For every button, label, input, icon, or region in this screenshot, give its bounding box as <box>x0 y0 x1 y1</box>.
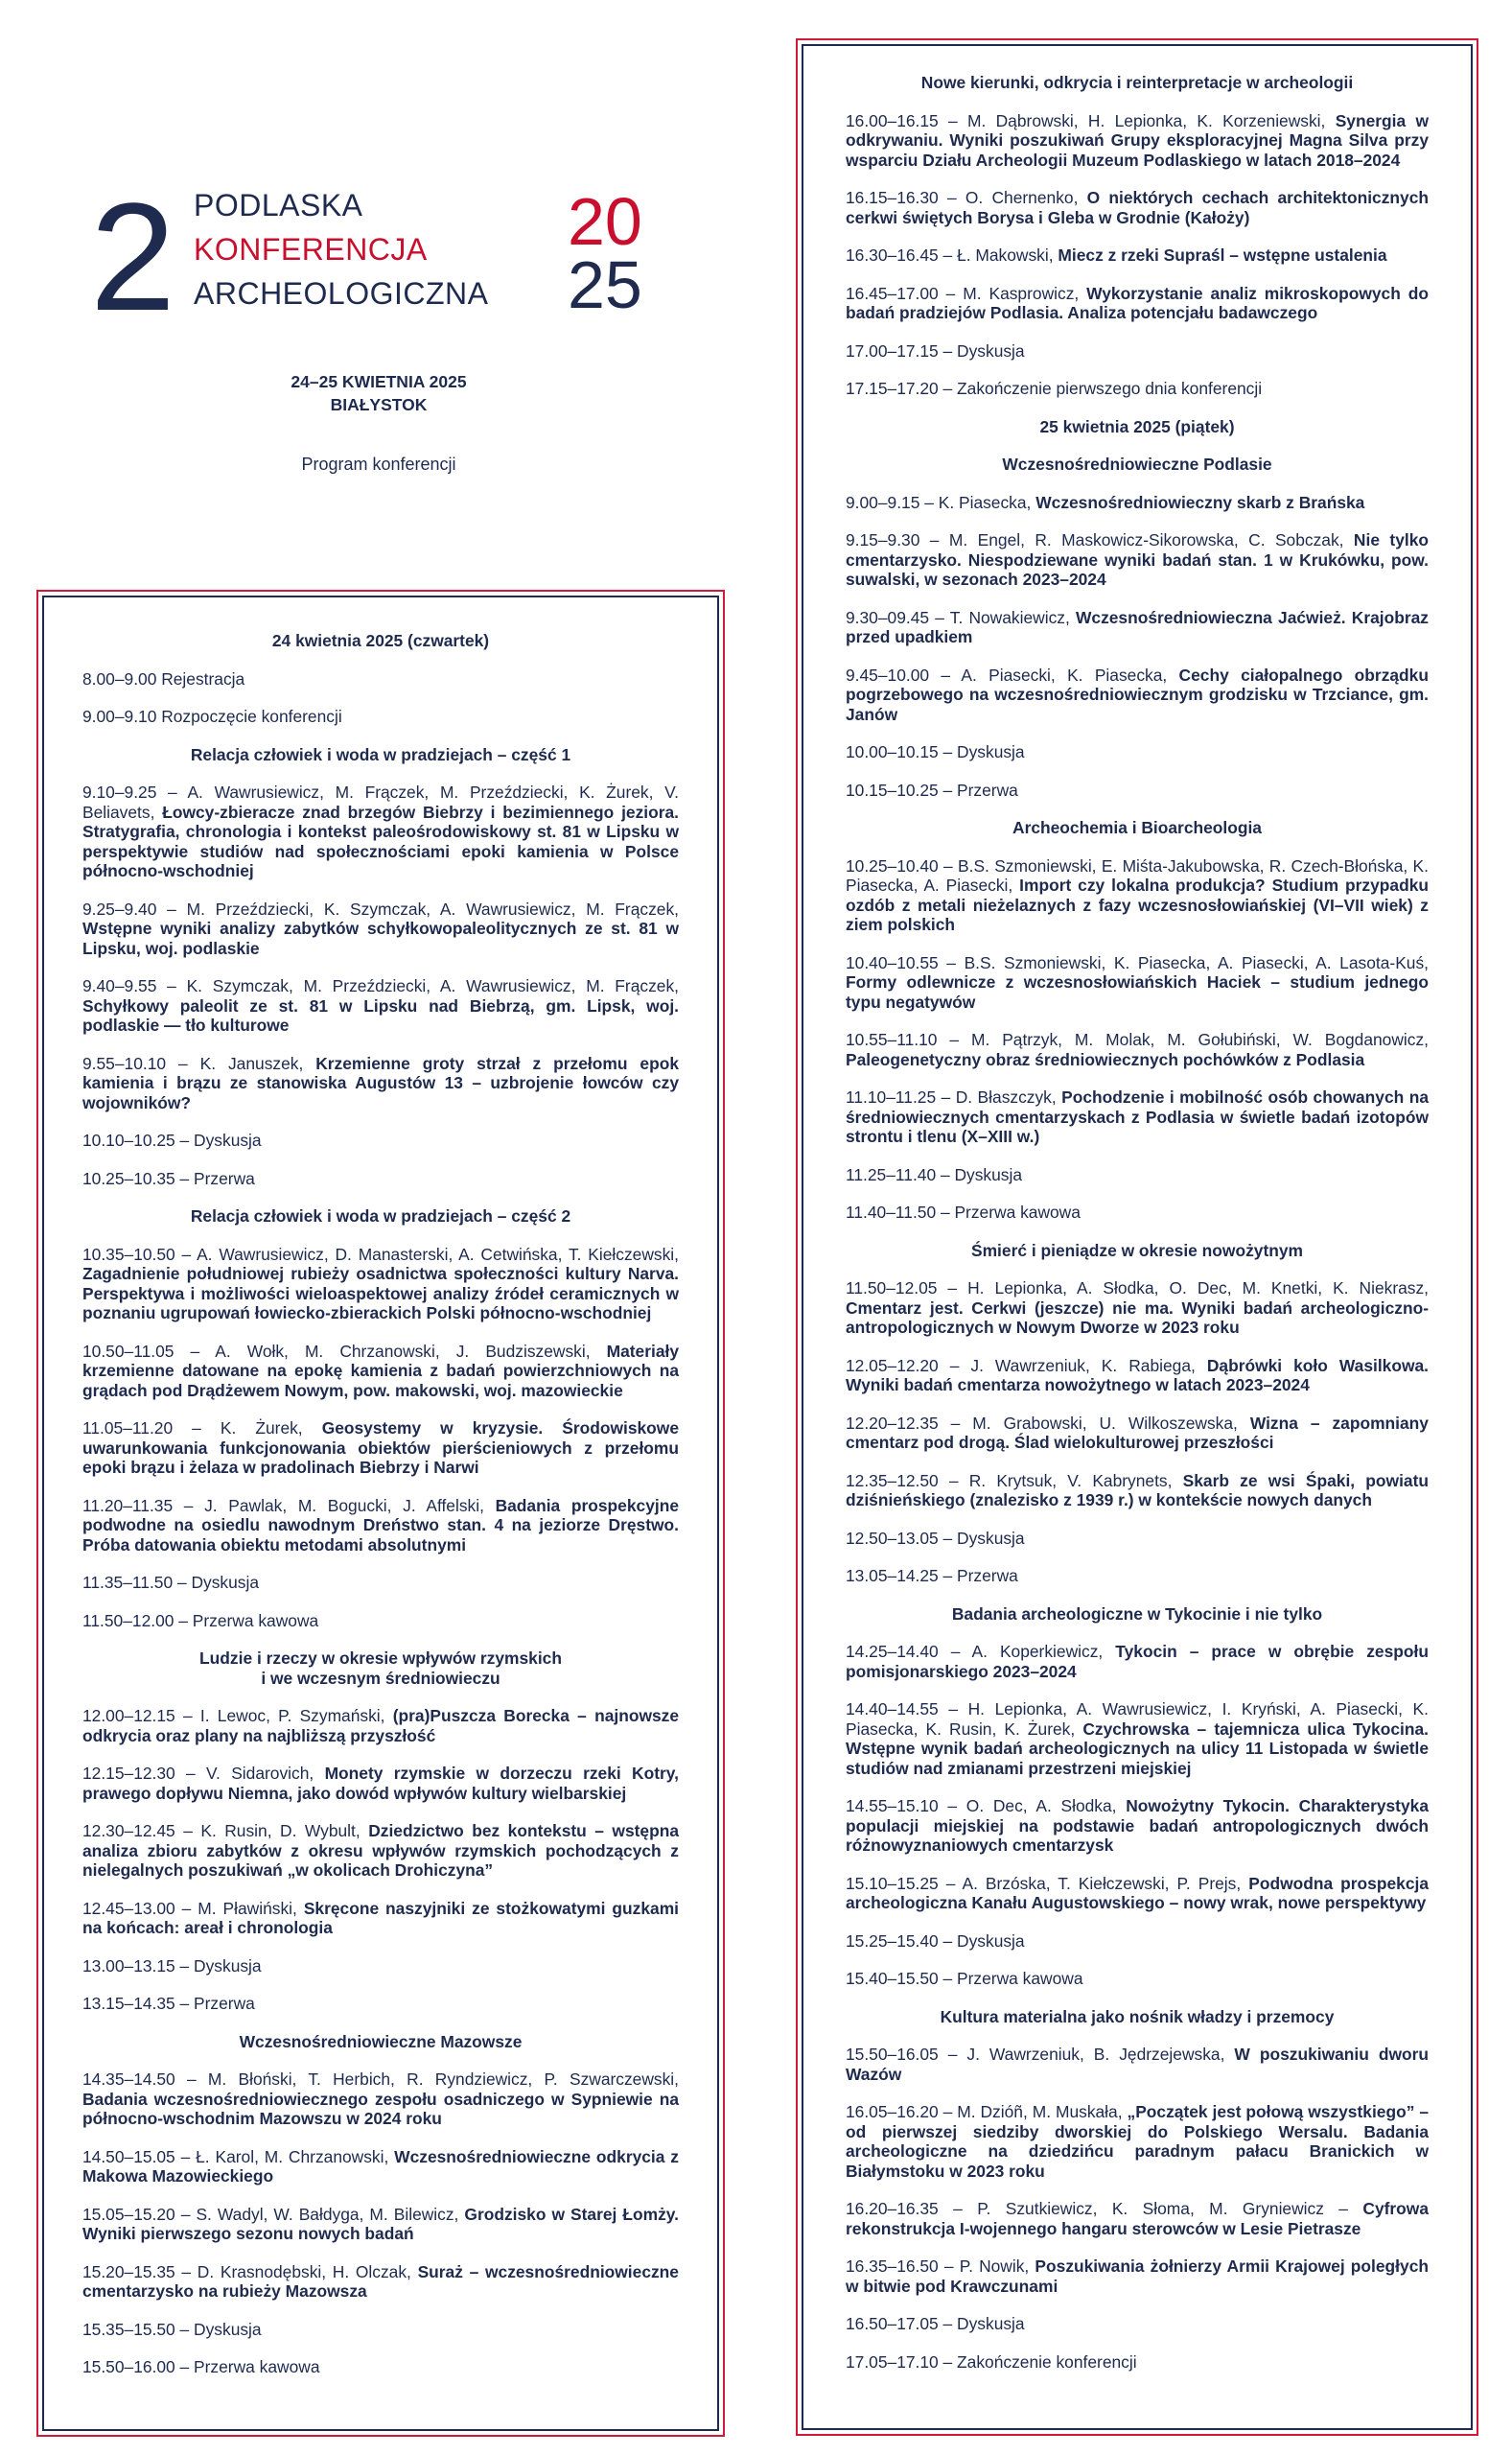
schedule-item: 15.10–15.25 – A. Brzóska, T. Kiełczewski, P. Prejs, Podwodna prospekcja archeologiczna Kanału Augustowskiego – nowy wrak, nowe perspektywy <box>846 1873 1429 1912</box>
schedule-break: 15.50–16.00 – Przerwa kawowa <box>82 2357 320 2376</box>
schedule-item: 10.40–10.55 – B.S. Szmoniewski, K. Piasecka, A. Piasecki, A. Lasota-Kuś, Formy odlewnicze z wczesnosłowiańskich Haciek – studium jednego typu negatywów <box>846 952 1429 1012</box>
item-time: 12.20–12.35 <box>846 1413 939 1433</box>
program-column-left <box>82 631 679 2396</box>
item-authors: S. Wadyl, W. Bałdyga, M. Bilewicz, <box>196 2204 459 2224</box>
item-title: Schyłkowy paleolit ze st. 81 w Lipsku nad Biebrzą, gm. Lipsk, woj. podlaskie — tło kulturowe <box>82 995 679 1035</box>
schedule-break: 10.15–10.25 – Przerwa <box>846 780 1018 800</box>
item-authors: M. Grabowski, U. Wilkoszewska, <box>972 1413 1238 1433</box>
schedule-break: 15.40–15.50 – Przerwa kawowa <box>846 1969 1083 1988</box>
schedule-break: 11.25–11.40 – Dyskusja <box>846 1164 1023 1184</box>
item-time: 9.10–9.25 <box>82 783 157 802</box>
item-authors: K. Żurek, <box>220 1418 303 1438</box>
item-title: Formy odlewnicze z wczesnosłowiańskich Haciek – studium jednego typu negatywów <box>846 972 1429 1012</box>
schedule-item: 15.05–15.20 – S. Wadyl, W. Bałdyga, M. Bilewicz, Grodzisko w Starej Łomży. Wyniki pierwszego sezonu nowych badań <box>82 2204 679 2243</box>
schedule-item: 9.15–9.30 – M. Engel, R. Maskowicz-Sikorowska, C. Sobczak, Nie tylko cmentarzysko. Niespodziewane wyniki badań stan. 1 w Krukówku, pow. suwalski, w sezonach 2023–2024 <box>846 530 1429 589</box>
schedule-break: 17.00–17.15 – Dyskusja <box>846 340 1025 361</box>
item-authors: M. Przeździecki, K. Szymczak, A. Wawrusiewicz, M. Frączek, <box>186 899 679 919</box>
item-time: 9.00–9.15 <box>846 492 920 512</box>
item-time: 12.30–12.45 <box>82 1821 175 1840</box>
schedule-item: 14.55–15.10 – O. Dec, A. Słodka, Nowożytny Tykocin. Charakterystyka populacji miejskiej na podstawie badań antropologicznych dwóch różnowyznaniowych cmentarzysk <box>846 1796 1429 1855</box>
section-heading: Relacja człowiek i woda w pradziejach – część 1 <box>190 744 571 764</box>
section-heading: 25 kwietnia 2025 (piątek) <box>1039 416 1235 436</box>
item-authors: D. Krasnodębski, H. Olczak, <box>197 2261 411 2281</box>
item-title: Wizna – zapomniany cmentarz pod drogą. Ślad wielokulturowej przeszłości <box>846 1413 1429 1452</box>
item-title: Wczesnośredniowieczny skarb z Brańska <box>1035 492 1365 512</box>
item-title: Pochodzenie i mobilność osób chowanych na średniowiecznych cmentarzyskach z Podlasia w świetle badań izotopów strontu i tlenu (X–XIII w.) <box>846 1087 1429 1146</box>
section-heading: Śmierć i pieniądze w okresie nowożytnym <box>971 1240 1303 1260</box>
item-title: Poszukiwania żołnierzy Armii Krajowej poległych w bitwie pod Krawczunami <box>846 2256 1429 2296</box>
item-authors: M. Engel, R. Maskowicz-Sikorowska, C. Sobczak, <box>948 530 1344 549</box>
item-time: 12.35–12.50 <box>846 1470 939 1490</box>
item-authors: B.S. Szmoniewski, K. Piasecka, A. Piasecki, A. Lasota-Kuś, <box>964 952 1429 972</box>
item-title: Cmentarz jest. Cerkwi (jeszcze) nie ma. Wyniki badań archeologiczno-antropologicznych w Nowym Dworze w 2023 roku <box>846 1298 1429 1337</box>
schedule-break: 15.35–15.50 – Dyskusja <box>82 2319 262 2339</box>
item-title: Cechy ciałopalnego obrządku pogrzebowego na wczesnośredniowiecznym grodzisku w Trzciance, gm. Janów <box>846 665 1429 724</box>
schedule-break: 8.00–9.00 Rejestracja <box>82 668 245 689</box>
schedule-item: 14.25–14.40 – A. Koperkiewicz, Tykocin – prace w obrębie zespołu pomisjonarskiego 2023–2024 <box>846 1642 1429 1681</box>
schedule-item: 15.50–16.05 – J. Wawrzeniuk, B. Jędrzejewska, W poszukiwaniu dworu Wazów <box>846 2045 1430 2084</box>
dates-line: 24–25 KWIETNIA 2025 <box>291 372 467 391</box>
item-time: 10.25–10.40 <box>846 855 939 876</box>
section-heading: Wczesnośredniowieczne Podlasie <box>1002 455 1272 474</box>
item-authors: O. Dec, A. Słodka, <box>965 1796 1117 1815</box>
item-authors: K. Januszek, <box>199 1053 304 1073</box>
item-title: Materiały krzemienne datowane na epokę kamienia z badań powierzchniowych na grądach pod Drądżewem Nowym, pow. makowski, woj. mazowieckie <box>82 1341 679 1400</box>
item-title: Badania wczesnośredniowiecznego zespołu osadniczego w Sypniewie na północno-wschodnim Mazowszu w 2024 roku <box>82 2089 679 2128</box>
item-authors: A. Koperkiewicz, <box>971 1642 1104 1661</box>
section-heading: Archeochemia i Bioarcheologia <box>1012 818 1262 837</box>
schedule-item: 12.45–13.00 – M. Pławiński, Skręcone naszyjniki ze stożkowatymi guzkami na końcach: areał i chronologia <box>82 1898 679 1937</box>
item-title: Czychrowska – tajemnicza ulica Tykocina. Wstępne wynik badań archeologicznych na ulicy 11 Listopada w świetle studiów nad zmianami przestrzeni miejskiej <box>846 1718 1429 1778</box>
schedule-item: 16.05–16.20 – M. Dzióñ, M. Muskała, „Początek jest połową wszystkiego” – od pierwszej siedziby dworskiej do Polskiego Wersalu. Badania archeologiczne na dziedzińcu paradnym pałacu Branickich w Białymstoku w 2023 roku <box>846 2102 1429 2181</box>
item-title: Zagadnienie południowej rubieży osadnictwa społeczności kultury Narva. Perspektywa i możliwości wieloaspektowej analizy źródeł ceramicznych w poznaniu ugrupowań łowiecko-zbierackich Polski północno-wschodniej <box>82 1264 679 1322</box>
section-heading: Nowe kierunki, odkrycia i reinterpretacje w archeologii <box>920 73 1354 92</box>
item-title: Wstępne wyniki analizy zabytków schyłkowopaleolitycznych ze st. 81 w Lipsku, woj. podlaskie <box>82 919 679 958</box>
item-time: 14.35–14.50 <box>82 2069 175 2089</box>
item-title: Wczesnośredniowieczna Jaćwież. Krajobraz przed upadkiem <box>846 607 1429 646</box>
schedule-item: 9.55–10.10 – K. Januszek, Krzemienne groty strzał z przełomu epok kamienia i brązu ze stanowiska Augustów 13 – uzbrojenie łowców czy wojowników? <box>82 1053 679 1112</box>
item-title: Wykorzystanie analiz mikroskopowych do badań pradziejów Podlasia. Analiza potencjału badawczego <box>846 283 1429 322</box>
item-time: 15.10–15.25 <box>846 1873 939 1893</box>
item-title: Geosystemy w kryzysie. Środowiskowe uwarunkowania funkcjonowania obiektów pierścieniowych z przełomu epoki brązu i żelaza w pradolinach Biebrzy i Narwi <box>82 1418 679 1477</box>
item-time: 11.50–12.05 <box>846 1278 938 1298</box>
schedule-break: 17.15–17.20 – Zakończenie pierwszego dnia konferencji <box>846 379 1263 398</box>
schedule-item: 9.40–9.55 – K. Szymczak, M. Przeździecki, A. Wawrusiewicz, M. Frączek, Schyłkowy paleolit ze st. 81 w Lipsku nad Biebrzą, gm. Lipsk, woj. podlaskie — tło kulturowe <box>82 976 679 1035</box>
item-authors: M. Pławiński, <box>198 1898 297 1918</box>
item-time: 9.45–10.00 <box>846 665 930 685</box>
item-title: Cyfrowa rekonstrukcja I-wojennego hangaru sterowców w Lesie Pietrasze <box>846 2199 1430 2238</box>
item-time: 11.10–11.25 <box>846 1087 937 1107</box>
item-title: Skarb ze wsi Śpaki, powiatu dziśnieńskiego (znalezisko z 1939 r.) w kontekście nowych danych <box>846 1470 1429 1509</box>
item-authors: R. Krytsuk, V. Kabrynets, <box>968 1470 1173 1490</box>
item-time: 12.15–12.30 <box>82 1764 175 1783</box>
schedule-break: 16.50–17.05 – Dyskusja <box>846 2314 1025 2333</box>
item-time: 16.20–16.35 <box>846 2199 939 2218</box>
item-title: Grodzisko w Starej Łomży. Wyniki pierwszego sezonu nowych badań <box>82 2204 679 2243</box>
item-authors: Ł. Makowski, <box>957 246 1054 265</box>
schedule-break: 13.00–13.15 – Dyskusja <box>82 1955 262 1976</box>
item-authors: B.S. Szmoniewski, E. Miśta-Jakubowska, R. Czech-Błońska, K. Piasecka, A. Piasecki, <box>846 855 1429 895</box>
item-time: 9.15–9.30 <box>846 530 920 549</box>
event-dates <box>249 370 508 416</box>
schedule-break: 17.05–17.10 – Zakończenie konferencji <box>846 2351 1137 2372</box>
item-time: 16.05–16.20 <box>846 2102 939 2121</box>
item-time: 14.50–15.05 <box>82 2146 175 2166</box>
item-title: Dziedzictwo bez kontekstu – wstępna analiza zbioru zabytków z okresu wpływów rzymskich pochodzących z nielegalnych poszukiwań „w okolicach Drohiczyna” <box>82 1821 679 1880</box>
schedule-item: 11.50–12.05 – H. Lepionka, A. Słodka, O. Dec, M. Knetki, K. Niekrasz, Cmentarz jest. Cerkwi (jeszcze) nie ma. Wyniki badań archeologiczno-antropologicznych w Nowym Dworze w 2023 roku <box>846 1278 1430 1337</box>
item-authors: K. Rusin, D. Wybult, <box>200 1821 361 1840</box>
item-authors: V. Sidarovich, <box>206 1764 314 1783</box>
item-time: 16.30–16.45 <box>846 246 939 265</box>
item-authors: M. Kasprowicz, <box>963 283 1080 303</box>
item-title: O niektórych cechach architektonicznych cerkwi świętych Borysa i Gleba w Grodnie (Kałoży) <box>846 188 1429 227</box>
item-title: Wczesnośredniowieczne odkrycia z Makowa Mazowieckiego <box>82 2146 679 2186</box>
item-title: (pra)Puszcza Borecka – najnowsze odkrycia oraz plany na najbliższą przyszłość <box>82 1706 680 1745</box>
item-authors: A. Wołk, M. Chrzanowski, J. Budziszewski, <box>215 1341 591 1361</box>
item-title: Łowcy-zbieracze znad brzegów Biebrzy i bezimiennego jeziora. Stratygrafia, chronologia i kontekst paleośrodowiskowy st. 81 w Lipsku w perspektywie studiów nad społecznościami epoki kamienia w Polsce północno-wschodniej <box>82 802 679 880</box>
schedule-item: 9.25–9.40 – M. Przeździecki, K. Szymczak, A. Wawrusiewicz, M. Frączek, Wstępne wyniki analizy zabytków schyłkowopaleolitycznych ze st. 81 w Lipsku, woj. podlaskie <box>82 899 679 958</box>
item-authors: M. Dąbrowski, H. Lepionka, K. Korzeniewski, <box>967 110 1326 130</box>
item-title: Krzemienne groty strzał z przełomu epok kamienia i brązu ze stanowiska Augustów 13 – uzbrojenie łowców czy wojowników? <box>82 1053 679 1112</box>
item-authors: T. Nowakiewicz, <box>949 607 1070 627</box>
item-authors: H. Lepionka, A. Wawrusiewicz, I. Kryński, A. Piasecki, K. Piasecka, K. Rusin, K. Żurek, <box>846 1699 1429 1739</box>
schedule-break: 13.05–14.25 – Przerwa <box>846 1566 1018 1585</box>
item-authors: P. Nowik, <box>959 2256 1030 2276</box>
schedule-item: 12.30–12.45 – K. Rusin, D. Wybult, Dziedzictwo bez kontekstu – wstępna analiza zbioru zabytków z okresu wpływów rzymskich pochodzących z nielegalnych poszukiwań „w okolicach Drohiczyna” <box>82 1821 679 1880</box>
schedule-break: 10.10–10.25 – Dyskusja <box>82 1131 262 1150</box>
item-title: Paleogenetyczny obraz średniowiecznych pochówków z Podlasia <box>846 1049 1365 1069</box>
item-authors: A. Wawrusiewicz, M. Frączek, M. Przeździecki, K. Żurek, V. Beliavets, <box>82 783 679 822</box>
schedule-item: 14.50–15.05 – Ł. Karol, M. Chrzanowski, Wczesnośredniowieczne odkrycia z Makowa Mazowieckiego <box>82 2146 679 2186</box>
item-time: 9.55–10.10 <box>82 1053 167 1073</box>
item-authors: K. Szymczak, M. Przeździecki, A. Wawrusiewicz, M. Frączek, <box>186 976 679 995</box>
item-title: Tykocin – prace w obrębie zespołu pomisjonarskiego 2023–2024 <box>846 1642 1429 1681</box>
item-time: 10.55–11.10 <box>846 1030 938 1049</box>
schedule-item: 11.05–11.20 – K. Żurek, Geosystemy w kryzysie. Środowiskowe uwarunkowania funkcjonowania obiektów pierścieniowych z przełomu epoki brązu i żelaza w pradolinach Biebrzy i Narwi <box>82 1418 679 1477</box>
section-heading: Ludzie i rzeczy w okresie wpływów rzymskich i we wczesnym średniowieczu <box>199 1648 562 1688</box>
schedule-item: 14.35–14.50 – M. Błoński, T. Herbich, R. Ryndziewicz, P. Szwarczewski, Badania wczesnośredniowiecznego zespołu osadniczego w Sypniewie na północno-wschodnim Mazowszu w 2024 roku <box>82 2069 680 2128</box>
schedule-item: 10.35–10.50 – A. Wawrusiewicz, D. Manasterski, A. Cetwińska, T. Kiełczewski, Zagadnienie południowej rubieży osadnictwa społeczności kultury Narva. Perspektywa i możliwości wieloaspektowej analizy źródeł ceramicznych w poznaniu ugrupowań łowiecko-zbierackich Polski północno-wschodniej <box>82 1244 679 1322</box>
item-title: Podwodna prospekcja archeologiczna Kanału Augustowskiego – nowy wrak, nowe perspektywy <box>846 1873 1429 1912</box>
item-time: 11.20–11.35 <box>82 1495 174 1515</box>
item-authors: I. Lewoc, P. Szymański, <box>199 1706 385 1725</box>
item-title: Nowożytny Tykocin. Charakterystyka populacji miejskiej na podstawie badań antropologicznych dwóch różnowyznaniowych cmentarzysk <box>846 1796 1429 1855</box>
schedule-break: 10.00–10.15 – Dyskusja <box>846 742 1025 761</box>
schedule-item: 12.35–12.50 – R. Krytsuk, V. Kabrynets, Skarb ze wsi Śpaki, powiatu dziśnieńskiego (znalezisko z 1939 r.) w kontekście nowych danych <box>846 1470 1429 1509</box>
item-title: Import czy lokalna produkcja? Studium przypadku ozdób z metali nieżelaznych z fazy wczesnosłowiańskiej (VI–VII wiek) z ziem polskich <box>846 876 1429 934</box>
schedule-item: 16.35–16.50 – P. Nowik, Poszukiwania żołnierzy Armii Krajowej poległych w bitwie pod Krawczunami <box>846 2256 1429 2296</box>
schedule-break: 10.25–10.35 – Przerwa <box>82 1168 255 1188</box>
section-heading: Kultura materialna jako nośnik władzy i przemocy <box>940 2006 1335 2026</box>
schedule-item: 9.45–10.00 – A. Piasecki, K. Piasecka, Cechy ciałopalnego obrządku pogrzebowego na wczesnośredniowiecznym grodzisku w Trzciance, gm. Janów <box>846 665 1429 724</box>
item-authors: A. Piasecki, K. Piasecka, <box>961 665 1168 685</box>
section-heading: Wczesnośredniowieczne Mazowsze <box>239 2031 523 2051</box>
item-title: Dąbrówki koło Wasilkowa. Wyniki badań cmentarza nowożytnego w latach 2023–2024 <box>846 1355 1429 1394</box>
schedule-item: 15.20–15.35 – D. Krasnodębski, H. Olczak, Suraż – wczesnośredniowieczne cmentarzysko na rubieży Mazowsza <box>82 2261 679 2301</box>
item-authors: P. Szutkiewicz, K. Słoma, M. Gryniewicz – <box>977 2199 1348 2218</box>
item-time: 12.45–13.00 <box>82 1898 175 1918</box>
item-authors: J. Wawrzeniuk, K. Rabiega, <box>970 1355 1196 1375</box>
logo-line-podlaska: PODLASKA <box>194 188 363 222</box>
item-time: 9.30–09.45 <box>846 607 930 627</box>
item-time: 16.35–16.50 <box>846 2256 939 2276</box>
item-authors: H. Lepionka, A. Słodka, O. Dec, M. Knetki, K. Niekrasz, <box>967 1278 1430 1298</box>
schedule-item: 16.20–16.35 – P. Szutkiewicz, K. Słoma, M. Gryniewicz – Cyfrowa rekonstrukcja I-wojennego hangaru sterowców w Lesie Pietrasze <box>846 2199 1430 2238</box>
item-authors: K. Piasecka, <box>938 492 1032 512</box>
schedule-item: 12.05–12.20 – J. Wawrzeniuk, K. Rabiega, Dąbrówki koło Wasilkowa. Wyniki badań cmentarza nowożytnego w latach 2023–2024 <box>846 1355 1429 1394</box>
item-time: 16.45–17.00 <box>846 283 939 303</box>
logo-line-konferencja: KONFERENCJA <box>194 232 428 267</box>
item-time: 14.40–14.55 <box>846 1699 939 1718</box>
section-heading: Badania archeologiczne w Tykocinie i nie tylko <box>951 1603 1323 1624</box>
item-authors: J. Pawlak, M. Bogucki, J. Affelski, <box>204 1495 484 1515</box>
schedule-item: 16.30–16.45 – Ł. Makowski, Miecz z rzeki Supraśl – wstępne ustalenia <box>846 246 1387 265</box>
item-authors: A. Wawrusiewicz, D. Manasterski, A. Cetwińska, T. Kiełczewski, <box>197 1244 679 1264</box>
item-title: Badania prospekcyjne podwodne na osiedlu nawodnym Dreństwo stan. 4 na jeziorze Dręstwo. Próba datowania obiektu metodami absolutnymi <box>82 1495 679 1555</box>
schedule-item: 9.00–9.15 – K. Piasecka, Wczesnośredniowieczny skarb z Brańska <box>846 492 1365 512</box>
schedule-item: 10.50–11.05 – A. Wołk, M. Chrzanowski, J. Budziszewski, Materiały krzemienne datowane na epokę kamienia z badań powierzchniowych na grądach pod Drądżewem Nowym, pow. makowski, woj. mazowieckie <box>82 1341 679 1400</box>
item-time: 16.15–16.30 <box>846 188 939 207</box>
item-time: 10.40–10.55 <box>846 952 939 972</box>
schedule-break: 12.50–13.05 – Dyskusja <box>846 1528 1025 1548</box>
item-time: 15.05–15.20 <box>82 2204 175 2224</box>
item-time: 15.50–16.05 <box>846 2045 939 2064</box>
item-title: Miecz z rzeki Supraśl – wstępne ustalenia <box>1058 246 1387 265</box>
schedule-break: 15.25–15.40 – Dyskusja <box>846 1930 1025 1951</box>
item-time: 10.50–11.05 <box>82 1341 174 1361</box>
item-time: 9.40–9.55 <box>82 976 157 995</box>
program-column-right <box>846 73 1429 2390</box>
schedule-item: 14.40–14.55 – H. Lepionka, A. Wawrusiewicz, I. Kryński, A. Piasecki, K. Piasecka, K. Rusin, K. Żurek, Czychrowska – tajemnicza ulica Tykocina. Wstępne wynik badań archeologicznych na ulicy 11 Listopada w świetle studiów nad zmianami przestrzeni miejskiej <box>846 1699 1429 1778</box>
item-time: 16.00–16.15 <box>846 110 939 130</box>
item-time: 12.05–12.20 <box>846 1355 939 1375</box>
program-label: Program konferencji <box>301 455 456 474</box>
item-time: 10.35–10.50 <box>82 1244 175 1264</box>
item-title: W poszukiwaniu dworu Wazów <box>846 2045 1430 2084</box>
schedule-item: 9.10–9.25 – A. Wawrusiewicz, M. Frączek, M. Przeździecki, K. Żurek, V. Beliavets, Łowcy-zbieracze znad brzegów Biebrzy i bezimiennego jeziora. Stratygrafia, chronologia i kontekst paleośrodowiskowy st. 81 w Lipsku w perspektywie studiów nad społecznościami epoki kamienia w Polsce północno-wschodniej <box>82 783 679 880</box>
schedule-item: 12.00–12.15 – I. Lewoc, P. Szymański, (pra)Puszcza Borecka – najnowsze odkrycia oraz plany na najbliższą przyszłość <box>82 1706 680 1745</box>
schedule-item: 12.15–12.30 – V. Sidarovich, Monety rzymskie w dorzeczu rzeki Kotry, prawego dopływu Niemna, jako dowód wpływów kultury wielbarskiej <box>82 1764 679 1803</box>
schedule-item: 16.00–16.15 – M. Dąbrowski, H. Lepionka, K. Korzeniewski, Synergia w odkrywaniu. Wyniki poszukiwań Grupy eksploracyjnej Magna Silva przy wsparciu Działu Archeologii Muzeum Podlaskiego w latach 2018–2024 <box>846 110 1429 170</box>
section-heading: Relacja człowiek i woda w pradziejach – część 2 <box>190 1206 571 1226</box>
schedule-item: 12.20–12.35 – M. Grabowski, U. Wilkoszewska, Wizna – zapomniany cmentarz pod drogą. Ślad wielokulturowej przeszłości <box>846 1413 1429 1452</box>
schedule-break: 11.40–11.50 – Przerwa kawowa <box>846 1203 1081 1222</box>
item-time: 9.25–9.40 <box>82 899 157 919</box>
schedule-break: 11.35–11.50 – Dyskusja <box>82 1573 260 1592</box>
schedule-item: 9.30–09.45 – T. Nowakiewicz, Wczesnośredniowieczna Jaćwież. Krajobraz przed upadkiem <box>846 607 1429 646</box>
item-title: „Początek jest połową wszystkiego” – od pierwszej siedziby dworskiej do Polskiego Wersalu. Badania archeologiczne na dziedzińcu paradnym pałacu Branickich w Białymstoku w 2023 roku <box>846 2102 1429 2181</box>
schedule-item: 10.55–11.10 – M. Pątrzyk, M. Molak, M. Gołubiński, W. Bogdanowicz, Paleogenetyczny obraz średniowiecznych pochówków z Podlasia <box>846 1030 1429 1069</box>
logo-line-archeologiczna: ARCHEOLOGICZNA <box>194 276 489 311</box>
schedule-item: 16.45–17.00 – M. Kasprowicz, Wykorzystanie analiz mikroskopowych do badań pradziejów Podlasia. Analiza potencjału badawczego <box>846 283 1429 322</box>
item-authors: M. Błoński, T. Herbich, R. Ryndziewicz, P. Szwarczewski, <box>207 2069 680 2089</box>
year-bottom: 25 <box>568 247 642 322</box>
item-authors: D. Błaszczyk, <box>955 1087 1057 1107</box>
schedule-break: 9.00–9.10 Rozpoczęcie konferencji <box>82 707 342 726</box>
item-authors: M. Pątrzyk, M. Molak, M. Gołubiński, W. Bogdanowicz, <box>970 1030 1429 1049</box>
schedule-item: 11.10–11.25 – D. Błaszczyk, Pochodzenie i mobilność osób chowanych na średniowiecznych cmentarzyskach z Podlasia w świetle badań izotopów strontu i tlenu (X–XIII w.) <box>846 1087 1429 1146</box>
item-title: Skręcone naszyjniki ze stożkowatymi guzkami na końcach: areał i chronologia <box>82 1898 679 1937</box>
item-authors: Ł. Karol, M. Chrzanowski, <box>196 2146 389 2166</box>
item-title: Suraż – wczesnośredniowieczne cmentarzysko na rubieży Mazowsza <box>82 2261 679 2301</box>
item-authors: A. Brzóska, T. Kiełczewski, P. Prejs, <box>962 1873 1242 1893</box>
schedule-item: 16.15–16.30 – O. Chernenko, O niektórych cechach architektonicznych cerkwi świętych Borysa i Gleba w Grodnie (Kałoży) <box>846 188 1429 227</box>
item-title: Synergia w odkrywaniu. Wyniki poszukiwań Grupy eksploracyjnej Magna Silva przy wsparciu Działu Archeologii Muzeum Podlaskiego w latach 2018–2024 <box>846 110 1429 170</box>
item-time: 14.55–15.10 <box>846 1796 939 1815</box>
item-title: Nie tylko cmentarzysko. Niespodziewane wyniki badań stan. 1 w Krukówku, pow. suwalski, w sezonach 2023–2024 <box>846 530 1429 589</box>
item-time: 14.25–14.40 <box>846 1642 939 1661</box>
schedule-item: 10.25–10.40 – B.S. Szmoniewski, E. Miśta-Jakubowska, R. Czech-Błońska, K. Piasecka, A. Piasecki, Import czy lokalna produkcja? Studium przypadku ozdób z metali nieżelaznych z fazy wczesnosłowiańskiej (VI–VII wiek) z ziem polskich <box>846 855 1429 934</box>
item-time: 12.00–12.15 <box>82 1706 175 1725</box>
item-authors: O. Chernenko, <box>965 188 1079 207</box>
city-line: BIAŁYSTOK <box>330 395 428 414</box>
edition-number: 2 <box>90 171 175 342</box>
schedule-item: 11.20–11.35 – J. Pawlak, M. Bogucki, J. Affelski, Badania prospekcyjne podwodne na osiedlu nawodnym Dreństwo stan. 4 na jeziorze Dręstwo. Próba datowania obiektu metodami absolutnymi <box>82 1495 679 1555</box>
item-authors: M. Dzióñ, M. Muskała, <box>957 2102 1123 2121</box>
item-time: 15.20–15.35 <box>82 2261 175 2281</box>
section-heading: 24 kwietnia 2025 (czwartek) <box>271 631 490 650</box>
item-authors: J. Wawrzeniuk, B. Jędrzejewska, <box>966 2045 1225 2064</box>
item-title: Monety rzymskie w dorzeczu rzeki Kotry, prawego dopływu Niemna, jako dowód wpływów kultury wielbarskiej <box>82 1764 679 1803</box>
schedule-break: 13.15–14.35 – Przerwa <box>82 1994 255 2013</box>
year-top: 20 <box>568 184 642 259</box>
item-time: 11.05–11.20 <box>82 1418 174 1438</box>
schedule-break: 11.50–12.00 – Przerwa kawowa <box>82 1610 319 1630</box>
